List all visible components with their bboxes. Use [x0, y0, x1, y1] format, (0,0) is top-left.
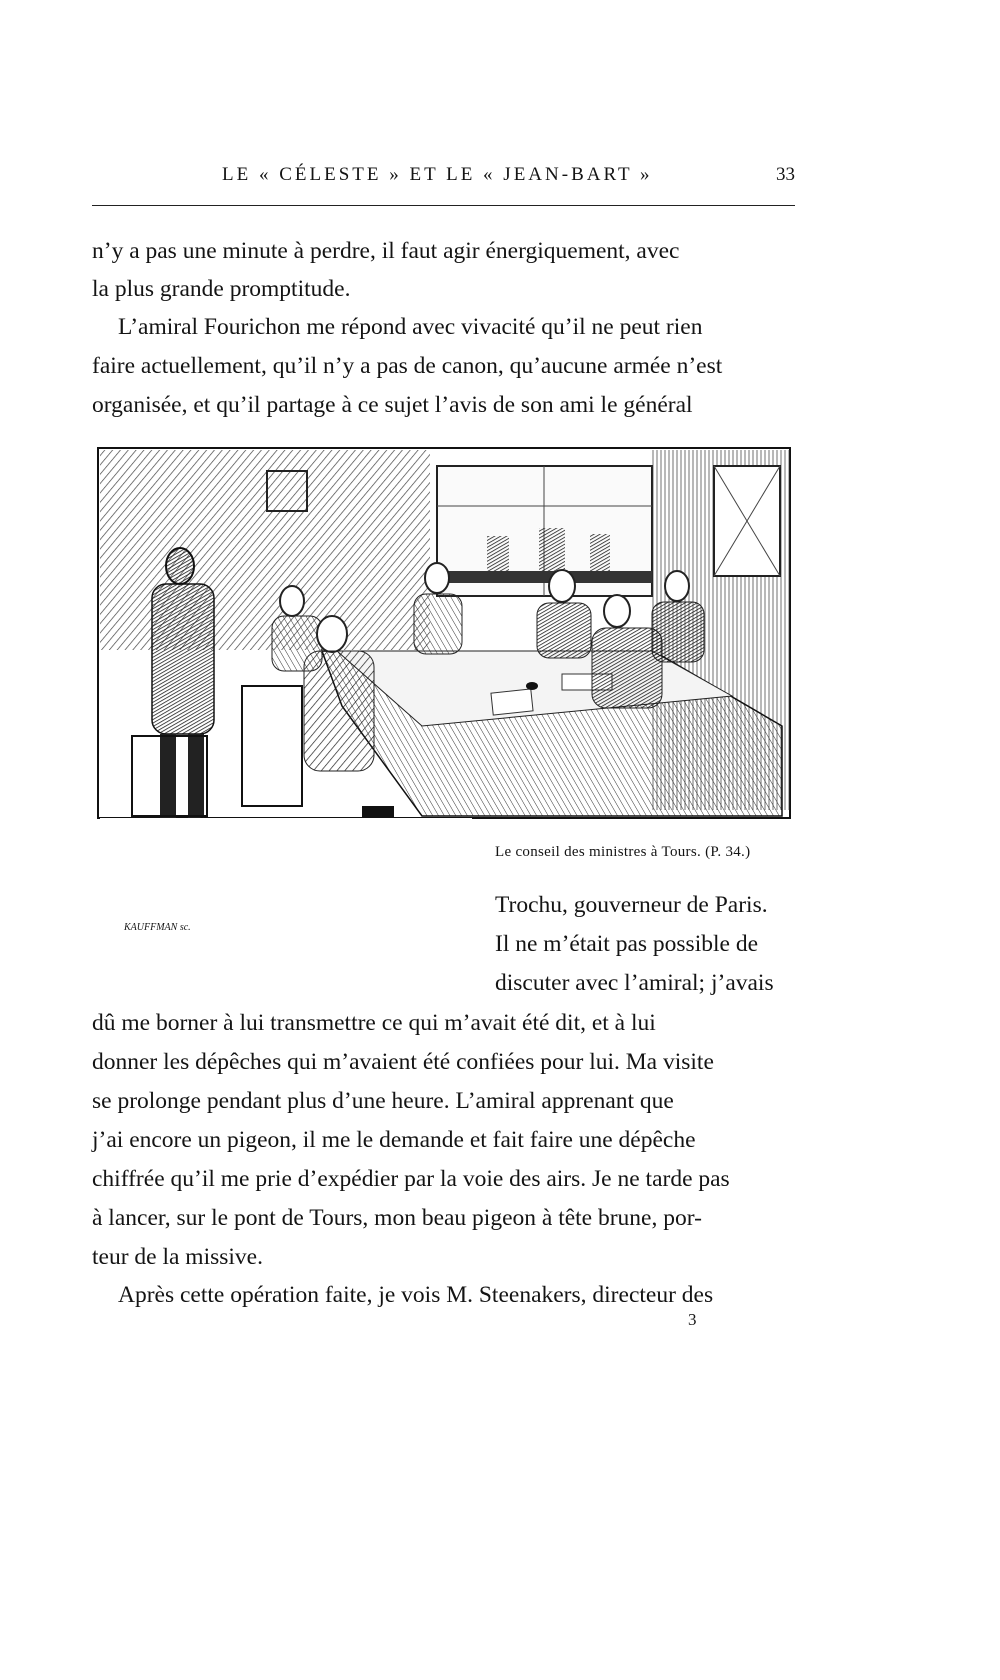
text-line: Trochu, gouverneur de Paris.	[495, 892, 768, 918]
text-line: n’y a pas une minute à perdre, il faut agir énergiquement, avec	[92, 238, 680, 264]
text-line: chiffrée qu’il me prie d’expédier par la voie des airs. Je ne tarde pas	[92, 1166, 730, 1192]
text-line: L’amiral Fourichon me répond avec vivacité qu’il ne peut rien	[118, 314, 703, 340]
text-line: organisée, et qu’il partage à ce sujet l’avis de son ami le général	[92, 392, 693, 418]
running-title: LE « CÉLESTE » ET LE « JEAN-BART »	[222, 164, 653, 185]
text-line: se prolonge pendant plus d’une heure. L’amiral apprenant que	[92, 1088, 674, 1114]
figure-caption: Le conseil des ministres à Tours. (P. 34.)	[495, 844, 751, 860]
text-line: Après cette opération faite, je vois M. Steenakers, directeur des	[118, 1282, 714, 1308]
signature-mark: 3	[688, 1310, 697, 1329]
text-line: la plus grande promptitude.	[92, 276, 351, 302]
page-number: 33	[776, 164, 795, 185]
text-line: à lancer, sur le pont de Tours, mon beau pigeon à tête brune, por-	[92, 1205, 702, 1231]
text-line: j’ai encore un pigeon, il me le demande et fait faire une dépêche	[92, 1127, 696, 1153]
text-line: teur de la missive.	[92, 1244, 263, 1270]
text-line: Il ne m’était pas possible de	[495, 931, 758, 957]
text-line: faire actuellement, qu’il n’y a pas de canon, qu’aucune armée n’est	[92, 353, 723, 379]
text-line: discuter avec l’amiral; j’avais	[495, 970, 774, 996]
text-line: dû me borner à lui transmettre ce qui m’avait été dit, et à lui	[92, 1010, 656, 1036]
text-line: donner les dépêches qui m’avaient été confiées pour lui. Ma visite	[92, 1049, 714, 1075]
engraver-signature: KAUFFMAN sc.	[124, 922, 191, 933]
header-rule	[92, 205, 795, 206]
running-header	[92, 164, 795, 194]
